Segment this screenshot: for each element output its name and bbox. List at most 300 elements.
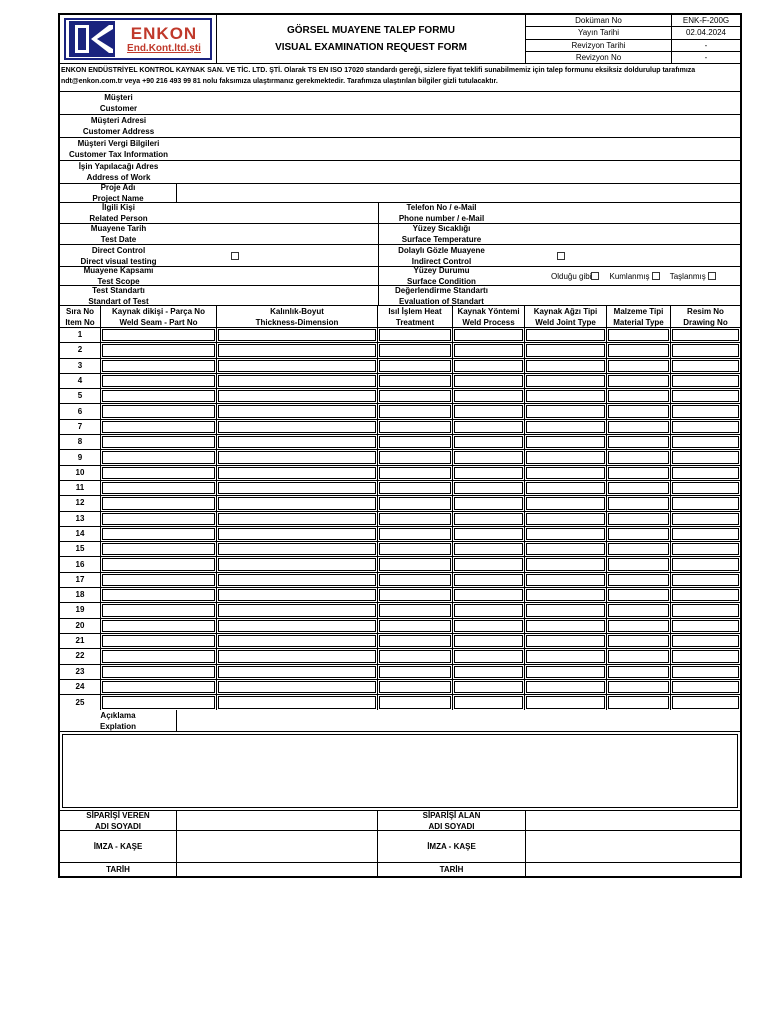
table-cell-input[interactable] (218, 666, 376, 678)
table-cell-input[interactable] (218, 344, 376, 356)
table-cell-input[interactable] (672, 513, 739, 525)
table-cell (101, 328, 217, 342)
table-cell-input[interactable] (218, 390, 376, 402)
table-cell-input[interactable] (218, 436, 376, 448)
project-field[interactable] (177, 184, 740, 202)
table-cell-input[interactable] (526, 329, 605, 341)
table-cell-input[interactable] (526, 360, 605, 372)
table-cell-input[interactable] (454, 482, 523, 494)
table-cell-input[interactable] (608, 513, 669, 525)
table-cell (453, 359, 525, 373)
table-cell-input[interactable] (672, 528, 739, 540)
table-cell-input[interactable] (672, 574, 739, 586)
table-cell-input[interactable] (218, 482, 376, 494)
ordered-by-signature-field[interactable] (177, 831, 378, 862)
option-sandblasted[interactable] (609, 272, 659, 281)
table-cell-input[interactable] (379, 375, 451, 387)
header-en: Material Type (613, 317, 664, 327)
table-row (60, 588, 740, 603)
meta-value: - (704, 40, 708, 50)
table-cell-input[interactable] (102, 421, 215, 433)
phone-field[interactable] (504, 203, 740, 223)
table-cell (525, 359, 607, 373)
table-cell-input[interactable] (379, 528, 451, 540)
table-cell-input[interactable] (526, 497, 605, 509)
table-cell-input[interactable] (218, 543, 376, 555)
table-cell-input[interactable] (102, 375, 215, 387)
table-cell-input[interactable] (608, 696, 669, 709)
table-cell-input[interactable] (454, 620, 523, 632)
indirect-control-group (379, 245, 740, 266)
date-label: TARİH (60, 863, 177, 876)
table-cell-input[interactable] (454, 604, 523, 616)
table-cell-input[interactable] (102, 543, 215, 555)
table-cell-input[interactable] (379, 451, 451, 463)
address-row (60, 115, 740, 138)
table-cell (378, 527, 453, 541)
table-cell-input[interactable] (218, 405, 376, 417)
table-cell (378, 481, 453, 495)
table-cell (101, 374, 217, 388)
table-cell-input[interactable] (672, 390, 739, 402)
table-cell-input[interactable] (102, 405, 215, 417)
work-address-field[interactable] (177, 161, 740, 183)
table-cell-input[interactable] (526, 421, 605, 433)
table-cell-input[interactable] (454, 666, 523, 678)
table-cell-input[interactable] (218, 451, 376, 463)
table-cell-input[interactable] (379, 421, 451, 433)
table-cell (101, 680, 217, 694)
table-cell (217, 665, 378, 679)
meta-value: 02.04.2024 (685, 28, 727, 38)
option-as-is[interactable] (551, 272, 599, 281)
table-cell-input[interactable] (102, 635, 215, 647)
table-cell-input[interactable] (672, 543, 739, 555)
table-cell-input[interactable] (454, 635, 523, 647)
table-cell-input[interactable] (526, 558, 605, 570)
table-cell-input[interactable] (102, 589, 215, 601)
standard-field[interactable] (177, 286, 378, 305)
table-cell-input[interactable] (672, 375, 739, 387)
label-tr: Muayene Tarih (90, 224, 147, 233)
table-cell-input[interactable] (218, 650, 376, 662)
table-cell-input[interactable] (102, 696, 215, 709)
table-cell (217, 328, 378, 342)
table-cell (453, 619, 525, 633)
table-cell-input[interactable] (454, 543, 523, 555)
ordered-by-name-field[interactable] (177, 811, 378, 830)
table-cell-input[interactable] (608, 620, 669, 632)
table-cell-input[interactable] (379, 620, 451, 632)
table-cell-input[interactable] (102, 666, 215, 678)
table-cell-input[interactable] (454, 421, 523, 433)
table-cell-input[interactable] (608, 650, 669, 662)
table-cell-input[interactable] (526, 589, 605, 601)
table-cell-input[interactable] (672, 451, 739, 463)
table-cell-input[interactable] (608, 344, 669, 356)
sandblasted-checkbox[interactable] (652, 272, 660, 280)
table-cell-input[interactable] (379, 650, 451, 662)
table-cell-input[interactable] (672, 666, 739, 678)
form-header (60, 15, 740, 64)
table-cell-input[interactable] (608, 467, 669, 479)
table-cell-input[interactable] (102, 681, 215, 693)
table-cell-input[interactable] (526, 390, 605, 402)
table-cell-input[interactable] (526, 681, 605, 693)
table-cell-input[interactable] (454, 589, 523, 601)
related-person-field[interactable] (177, 203, 378, 223)
table-cell (378, 343, 453, 357)
label-en: Direct visual testing (80, 256, 157, 266)
as-is-checkbox[interactable] (591, 272, 599, 280)
table-cell-input[interactable] (218, 329, 376, 341)
table-cell-input[interactable] (672, 635, 739, 647)
table-cell-input[interactable] (454, 360, 523, 372)
tax-field[interactable] (177, 138, 740, 160)
table-cell-input[interactable] (672, 604, 739, 616)
table-cell-input[interactable] (379, 543, 451, 555)
table-cell-input[interactable] (608, 497, 669, 509)
item-number: 17 (60, 573, 101, 587)
table-cell-input[interactable] (454, 405, 523, 417)
table-cell (217, 496, 378, 510)
table-cell (671, 680, 740, 694)
table-cell-input[interactable] (526, 528, 605, 540)
table-cell-input[interactable] (526, 635, 605, 647)
table-cell-input[interactable] (608, 681, 669, 693)
table-cell (378, 450, 453, 464)
description-area (60, 732, 740, 810)
table-cell-input[interactable] (526, 375, 605, 387)
table-cell-input[interactable] (218, 604, 376, 616)
table-cell-input[interactable] (102, 650, 215, 662)
table-row (60, 542, 740, 557)
header-en: Weld Joint Type (535, 317, 596, 327)
received-by-date-field[interactable] (526, 863, 740, 876)
table-cell-input[interactable] (218, 513, 376, 525)
table-cell-input[interactable] (379, 482, 451, 494)
direct-control-checkbox[interactable] (231, 252, 239, 260)
address-field[interactable] (177, 115, 740, 137)
table-cell-input[interactable] (102, 467, 215, 479)
table-cell-input[interactable] (608, 451, 669, 463)
table-cell (378, 665, 453, 679)
table-row (60, 634, 740, 649)
table-cell (453, 450, 525, 464)
table-cell-input[interactable] (454, 390, 523, 402)
table-cell-input[interactable] (526, 620, 605, 632)
ordered-by-date-field[interactable] (177, 863, 378, 876)
table-cell-input[interactable] (454, 528, 523, 540)
scope-field[interactable] (177, 267, 378, 285)
table-cell-input[interactable] (608, 360, 669, 372)
table-cell-input[interactable] (102, 558, 215, 570)
table-cell-input[interactable] (102, 604, 215, 616)
table-cell-input[interactable] (379, 344, 451, 356)
table-cell-input[interactable] (526, 436, 605, 448)
table-cell-input[interactable] (454, 650, 523, 662)
eval-standard-group (379, 286, 740, 305)
table-cell-input[interactable] (379, 558, 451, 570)
table-cell-input[interactable] (526, 666, 605, 678)
logo-text (118, 24, 210, 55)
signature-name-row (60, 811, 740, 831)
table-cell-input[interactable] (218, 467, 376, 479)
table-cell (101, 588, 217, 602)
received-by-name-field[interactable] (526, 811, 740, 830)
table-cell-input[interactable] (608, 558, 669, 570)
description-input[interactable] (62, 734, 738, 808)
table-cell (378, 512, 453, 526)
table-cell-input[interactable] (672, 620, 739, 632)
table-cell-input[interactable] (526, 543, 605, 555)
table-cell-input[interactable] (454, 344, 523, 356)
table-cell-input[interactable] (608, 405, 669, 417)
table-cell-input[interactable] (608, 543, 669, 555)
table-cell-input[interactable] (379, 513, 451, 525)
customer-field[interactable] (177, 92, 740, 114)
table-cell (525, 588, 607, 602)
table-cell-input[interactable] (379, 574, 451, 586)
table-cell-input[interactable] (608, 589, 669, 601)
table-cell-input[interactable] (672, 421, 739, 433)
table-cell-input[interactable] (218, 635, 376, 647)
table-cell (101, 343, 217, 357)
item-number: 15 (60, 542, 101, 556)
table-cell (378, 542, 453, 556)
request-form (58, 13, 742, 878)
table-cell-input[interactable] (379, 497, 451, 509)
table-cell-input[interactable] (526, 604, 605, 616)
table-cell-input[interactable] (526, 513, 605, 525)
table-cell (607, 466, 671, 480)
table-cell-input[interactable] (102, 344, 215, 356)
table-cell (671, 359, 740, 373)
date-label: TARİH (378, 863, 526, 876)
table-cell-input[interactable] (672, 405, 739, 417)
scope-row (60, 267, 740, 286)
label-en: Customer Address (82, 127, 155, 136)
meta-key: Yayın Tarihi (526, 27, 672, 38)
item-number: 18 (60, 588, 101, 602)
table-cell-input[interactable] (218, 574, 376, 586)
table-cell-input[interactable] (102, 390, 215, 402)
label-en: Phone number / e-Mail (398, 214, 485, 223)
header-en: Weld Process (462, 317, 515, 327)
table-cell-input[interactable] (526, 344, 605, 356)
table-cell-input[interactable] (672, 436, 739, 448)
table-cell-input[interactable] (608, 574, 669, 586)
label-tr: Muayene Kapsamı (83, 266, 154, 275)
table-cell (101, 450, 217, 464)
header-en: Thickness-Dimension (255, 317, 339, 327)
surface-temp-label (379, 224, 504, 244)
table-cell-input[interactable] (454, 467, 523, 479)
table-cell (101, 481, 217, 495)
table-cell-input[interactable] (526, 574, 605, 586)
table-cell-input[interactable] (218, 421, 376, 433)
table-cell-input[interactable] (102, 329, 215, 341)
meta-row (526, 40, 740, 52)
label-en: Surface Temperature (401, 235, 482, 244)
table-cell-input[interactable] (608, 390, 669, 402)
surface-temp-field[interactable] (504, 224, 740, 244)
indirect-control-checkbox[interactable] (557, 252, 565, 260)
table-cell-input[interactable] (102, 574, 215, 586)
table-cell-input[interactable] (379, 589, 451, 601)
table-cell-input[interactable] (608, 375, 669, 387)
table-cell-input[interactable] (218, 620, 376, 632)
table-cell-input[interactable] (526, 482, 605, 494)
table-cell-input[interactable] (218, 696, 376, 709)
table-row (60, 328, 740, 343)
table-cell-input[interactable] (454, 329, 523, 341)
test-date-field[interactable] (177, 224, 378, 244)
related-person-row (60, 203, 740, 224)
table-cell-input[interactable] (379, 360, 451, 372)
table-cell-input[interactable] (454, 375, 523, 387)
table-cell-input[interactable] (218, 528, 376, 540)
item-number: 3 (60, 359, 101, 373)
table-cell-input[interactable] (379, 329, 451, 341)
table-cell-input[interactable] (672, 344, 739, 356)
table-cell-input[interactable] (672, 589, 739, 601)
table-cell-input[interactable] (102, 482, 215, 494)
table-cell (101, 619, 217, 633)
label-tr: Değerlendirme Standartı (395, 285, 488, 295)
table-cell-input[interactable] (672, 360, 739, 372)
label-tr: Proje Adı (100, 184, 136, 192)
table-cell-input[interactable] (102, 451, 215, 463)
table-cell-input[interactable] (454, 513, 523, 525)
item-number: 22 (60, 649, 101, 663)
table-cell-input[interactable] (379, 604, 451, 616)
table-cell-input[interactable] (454, 681, 523, 693)
table-cell-input[interactable] (102, 436, 215, 448)
column-header (453, 306, 525, 327)
table-cell-input[interactable] (218, 681, 376, 693)
table-cell (101, 527, 217, 541)
sign-stamp-label: İMZA - KAŞE (60, 831, 177, 862)
table-cell-input[interactable] (608, 436, 669, 448)
received-by-signature-field[interactable] (526, 831, 740, 862)
intro-text: ENKON ENDÜSTRİYEL KONTROL KAYNAK SAN. VE TİC. LTD. ŞTİ. Olarak TS EN ISO 17020 standardı gereği, sizlere fiyat teklifi sunabilmemiz için talep formunu eksiksiz doldurulup tarafımıza ndt@enkon.com.tr veya +90 216 493 99 81 nolu faksımıza ulaştırmanız gerekmektedir. Tarafımıza ulaştırılan bilgiler gizli tutulacaktır. (61, 67, 696, 85)
table-cell (607, 328, 671, 342)
column-header (378, 306, 453, 327)
table-cell-input[interactable] (608, 329, 669, 341)
table-cell (525, 389, 607, 403)
table-cell-input[interactable] (526, 696, 605, 709)
table-cell (607, 603, 671, 617)
table-cell (378, 389, 453, 403)
table-cell (607, 557, 671, 571)
column-header (217, 306, 378, 327)
table-cell-input[interactable] (672, 482, 739, 494)
table-cell-input[interactable] (379, 390, 451, 402)
intro-row (60, 64, 740, 92)
table-cell-input[interactable] (526, 650, 605, 662)
table-cell (378, 359, 453, 373)
table-row (60, 389, 740, 404)
table-cell-input[interactable] (672, 497, 739, 509)
ground-checkbox[interactable] (708, 272, 716, 280)
table-cell-input[interactable] (608, 604, 669, 616)
table-cell-input[interactable] (672, 558, 739, 570)
item-number: 24 (60, 680, 101, 694)
table-cell-input[interactable] (379, 666, 451, 678)
table-cell-input[interactable] (379, 436, 451, 448)
table-cell-input[interactable] (218, 558, 376, 570)
table-cell-input[interactable] (379, 635, 451, 647)
table-cell-input[interactable] (102, 528, 215, 540)
table-cell-input[interactable] (526, 405, 605, 417)
table-cell-input[interactable] (608, 635, 669, 647)
table-cell-input[interactable] (102, 360, 215, 372)
table-cell-input[interactable] (454, 497, 523, 509)
control-type-row (60, 245, 740, 267)
table-cell-input[interactable] (218, 375, 376, 387)
table-cell-input[interactable] (672, 650, 739, 662)
table-cell (671, 665, 740, 679)
table-cell-input[interactable] (454, 451, 523, 463)
table-cell-input[interactable] (102, 620, 215, 632)
header-tr: Kaynak Yöntemi (457, 306, 520, 316)
table-cell-input[interactable] (672, 696, 739, 709)
table-cell-input[interactable] (454, 558, 523, 570)
table-cell-input[interactable] (526, 451, 605, 463)
table-cell-input[interactable] (454, 574, 523, 586)
option-ground[interactable] (670, 272, 716, 281)
label-en: Customer (99, 104, 138, 113)
meta-value: - (704, 52, 708, 62)
table-cell-input[interactable] (672, 329, 739, 341)
scope-label (60, 267, 177, 285)
table-cell-input[interactable] (608, 421, 669, 433)
table-cell-input[interactable] (454, 696, 523, 709)
label-en: Project Name (92, 194, 144, 202)
table-cell (671, 603, 740, 617)
table-cell (607, 343, 671, 357)
table-cell-input[interactable] (672, 681, 739, 693)
table-cell-input[interactable] (379, 405, 451, 417)
table-cell-input[interactable] (608, 482, 669, 494)
table-cell-input[interactable] (526, 467, 605, 479)
table-cell-input[interactable] (608, 528, 669, 540)
table-cell-input[interactable] (379, 467, 451, 479)
table-cell-input[interactable] (218, 589, 376, 601)
eval-standard-field[interactable] (504, 286, 740, 305)
table-cell-input[interactable] (379, 681, 451, 693)
table-row (60, 496, 740, 511)
table-cell (607, 634, 671, 648)
table-cell-input[interactable] (608, 666, 669, 678)
table-cell-input[interactable] (218, 360, 376, 372)
label-en: Customer Tax Information (69, 150, 168, 159)
table-cell-input[interactable] (672, 467, 739, 479)
work-address-label (60, 161, 177, 183)
table-cell-input[interactable] (102, 513, 215, 525)
tax-label (60, 138, 177, 160)
table-cell (217, 512, 378, 526)
table-cell (525, 634, 607, 648)
table-cell (607, 695, 671, 710)
table-cell (525, 450, 607, 464)
table-cell-input[interactable] (218, 497, 376, 509)
table-cell-input[interactable] (454, 436, 523, 448)
header-en: Weld Seam - Part No (119, 317, 198, 327)
table-cell-input[interactable] (102, 497, 215, 509)
table-cell-input[interactable] (379, 696, 451, 709)
